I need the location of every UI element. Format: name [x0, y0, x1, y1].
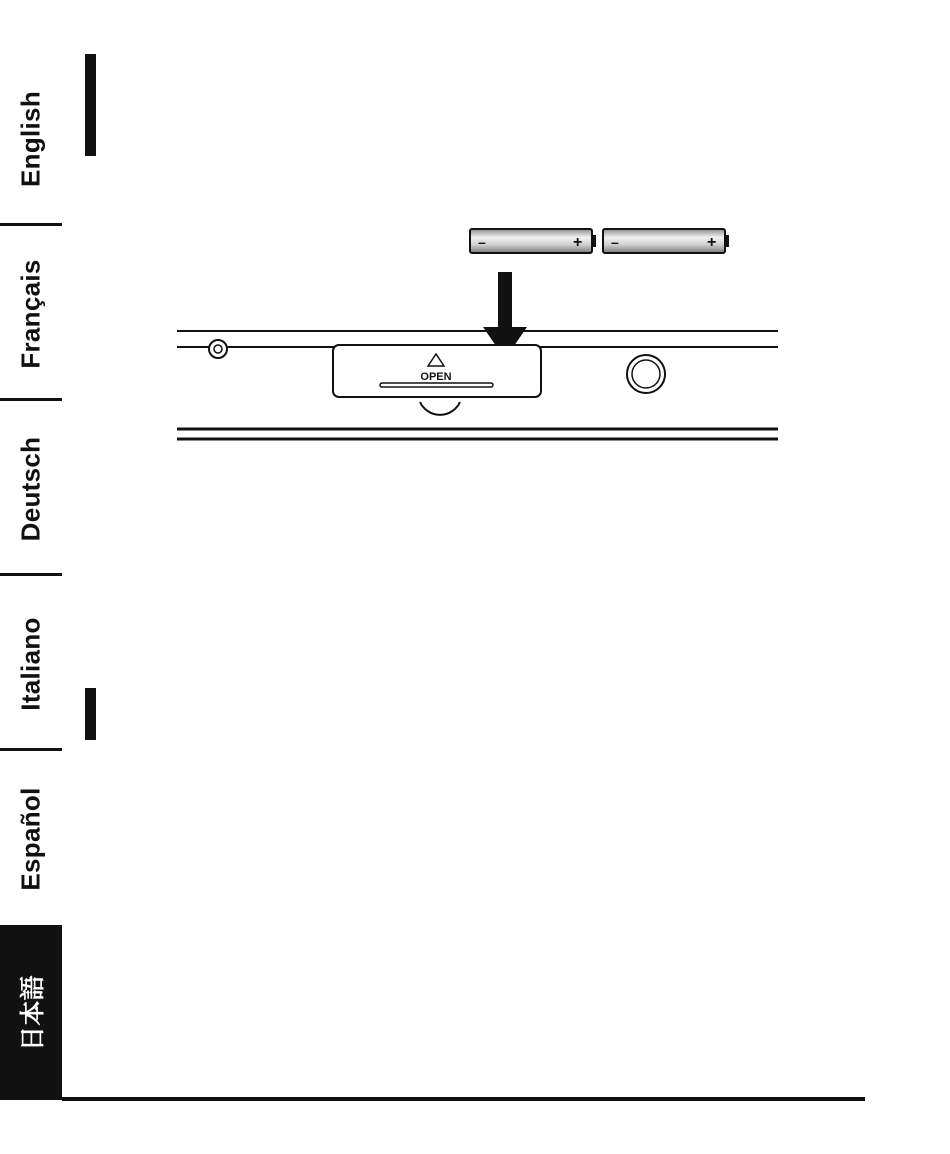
tab-italiano[interactable] [0, 577, 62, 751]
screw-icon [209, 340, 227, 358]
bottom-rule [62, 1097, 865, 1101]
tab-deutsch[interactable] [0, 402, 62, 576]
battery-right-minus: – [611, 234, 619, 250]
battery-left [470, 229, 596, 253]
tab-japanese[interactable] [0, 925, 62, 1100]
tab-espanol-label: Español [15, 787, 46, 891]
battery-left-minus: – [478, 234, 486, 250]
battery-left-plus: + [573, 234, 583, 251]
section-marker-bottom [85, 688, 96, 740]
tab-divider [0, 398, 62, 401]
language-tabs [0, 52, 62, 1100]
battery-right-plus: + [707, 234, 717, 251]
battery-compartment-cover [333, 345, 541, 415]
tab-divider [0, 573, 62, 576]
tab-english[interactable] [0, 52, 62, 226]
tab-italiano-label: Italiano [15, 617, 46, 711]
tab-japanese-label: 日本語 [18, 974, 47, 1051]
tab-francais[interactable] [0, 227, 62, 401]
tab-english-label: English [15, 91, 46, 187]
tab-francais-label: Français [15, 259, 46, 369]
tab-deutsch-label: Deutsch [15, 436, 46, 542]
battery-install-illustration [170, 225, 790, 450]
battery-right [603, 229, 729, 253]
open-label: OPEN [420, 371, 452, 383]
tab-espanol[interactable] [0, 752, 62, 926]
section-marker-top [85, 54, 96, 156]
tab-divider [0, 223, 62, 226]
tab-divider [0, 748, 62, 751]
round-button-icon [627, 355, 665, 393]
